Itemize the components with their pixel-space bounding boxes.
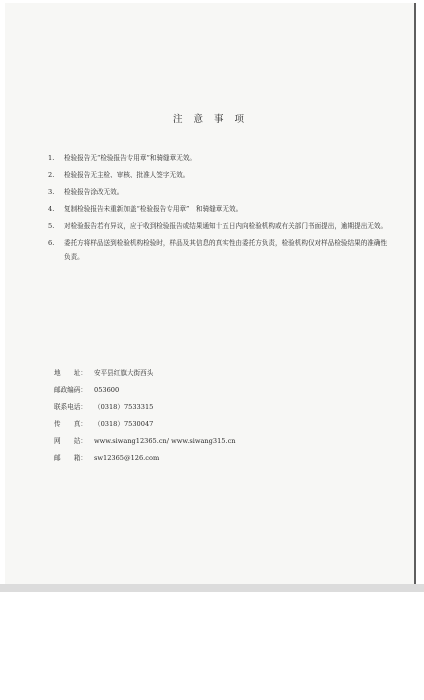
note-number: 5. xyxy=(48,222,55,230)
note-text: 检验报告涂改无效。 xyxy=(64,188,124,196)
note-item xyxy=(48,185,393,199)
phone-row xyxy=(54,399,384,416)
phone-label: 联系电话： xyxy=(54,403,87,411)
postcode-value: 053600 xyxy=(94,386,120,394)
fax-value: （0318）7530047 xyxy=(94,420,154,428)
address-label: 地 址： xyxy=(54,369,87,377)
note-text: 对检验报告若有异议，应于收到检验报告或结果通知十五日内向检验机构或有关部门书面提出，逾期提出无效。 xyxy=(64,222,388,230)
note-number: 4. xyxy=(48,205,55,213)
email-row xyxy=(54,450,384,467)
note-number: 2. xyxy=(48,171,55,179)
address-value: 安平县红旗大街西头 xyxy=(94,369,154,377)
website-label: 网 站： xyxy=(54,437,87,445)
note-item xyxy=(48,236,393,264)
note-item xyxy=(48,202,393,216)
website-row xyxy=(54,433,384,450)
fax-row xyxy=(54,416,384,433)
contact-info xyxy=(54,365,384,467)
note-item xyxy=(48,151,393,165)
email-value: sw12365@126.com xyxy=(94,454,160,462)
website-value: www.siwang12365.cn/ www.siwang315.cn xyxy=(94,437,236,445)
notes-list xyxy=(48,151,393,267)
note-number: 3. xyxy=(48,188,55,196)
note-number: 6. xyxy=(48,239,55,247)
page-title: 注 意 事 项 xyxy=(172,114,249,125)
note-item xyxy=(48,168,393,182)
postcode-row xyxy=(54,382,384,399)
blank-margin xyxy=(0,592,424,700)
scan-bottom-edge xyxy=(0,584,424,592)
phone-value: （0318）7533315 xyxy=(94,403,154,411)
note-text: 委托方将样品送到检验机构检验时，样品及其信息的真实性由委托方负责，检验机构仅对样品检验结果的准确性负责。 xyxy=(64,239,388,261)
email-label: 邮 箱： xyxy=(54,454,87,462)
note-text: 检验报告无主检、审核、批准人签字无效。 xyxy=(64,171,190,179)
note-number: 1. xyxy=(48,154,55,162)
fax-label: 传 真： xyxy=(54,420,87,428)
address-row xyxy=(54,365,384,382)
note-text: 检验报告无“检验报告专用章”和骑缝章无效。 xyxy=(64,154,197,162)
note-text: 复制检验报告未重新加盖“检验报告专用章” 和骑缝章无效。 xyxy=(64,205,243,213)
note-item xyxy=(48,219,393,233)
document-page xyxy=(5,3,416,587)
postcode-label: 邮政编码： xyxy=(54,386,87,394)
